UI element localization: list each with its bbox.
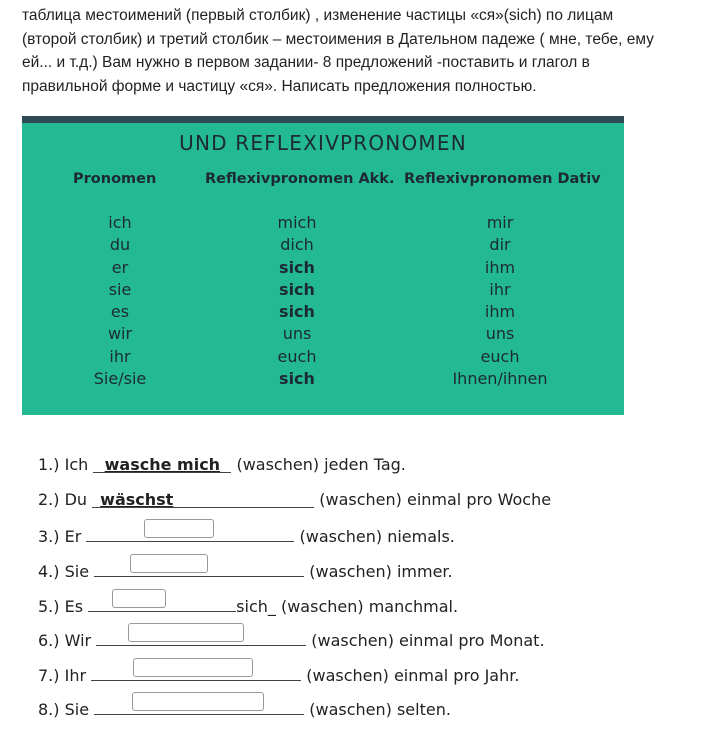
exercise-number: 4.) bbox=[38, 562, 60, 581]
column-akk bbox=[247, 212, 347, 390]
cell: sich bbox=[279, 369, 315, 389]
header-akk: Reflexivpronomen Akk. bbox=[205, 171, 395, 187]
exercise-number: 6.) bbox=[38, 631, 60, 650]
exercise-subject: Ihr bbox=[64, 666, 87, 685]
answer-blank[interactable] bbox=[93, 454, 231, 473]
answer-blank[interactable] bbox=[86, 523, 294, 542]
answer-text: wäschst bbox=[100, 490, 174, 509]
cell: sich bbox=[279, 279, 315, 299]
answer-text: wasche mich bbox=[104, 455, 221, 474]
exercise-rest: (waschen) selten. bbox=[309, 700, 451, 719]
answer-blank[interactable] bbox=[94, 558, 304, 577]
exercise-number: 1.) bbox=[38, 455, 60, 474]
exercise-number: 5.) bbox=[38, 597, 60, 616]
cell: es bbox=[110, 302, 130, 322]
exercise-subject: Er bbox=[64, 527, 82, 546]
answer-blank[interactable] bbox=[96, 627, 306, 646]
exercise-7 bbox=[38, 662, 519, 684]
cell: ihm bbox=[484, 302, 516, 322]
exercise-suffix: sich_ bbox=[236, 597, 276, 616]
cell: uns bbox=[485, 324, 515, 344]
exercise-subject: Du bbox=[64, 490, 88, 509]
answer-input-box[interactable] bbox=[128, 623, 244, 642]
cell: sie bbox=[108, 279, 132, 299]
exercise-rest: (waschen) immer. bbox=[309, 562, 453, 581]
cell: ich bbox=[108, 213, 132, 232]
header-dativ: Reflexivpronomen Dativ bbox=[404, 171, 601, 187]
intro-text bbox=[22, 4, 707, 98]
answer-blank[interactable] bbox=[92, 489, 314, 508]
answer-blank[interactable] bbox=[91, 662, 301, 681]
cell: sich bbox=[279, 257, 315, 277]
answer-input-box[interactable] bbox=[133, 658, 253, 677]
answer-blank[interactable] bbox=[94, 696, 304, 715]
cell: ihr bbox=[489, 279, 511, 299]
cell: uns bbox=[282, 324, 312, 344]
column-dativ bbox=[430, 212, 570, 390]
cell: du bbox=[109, 235, 131, 255]
exercise-rest: (waschen) manchmal. bbox=[280, 597, 459, 616]
exercise-rest: (waschen) einmal pro Monat. bbox=[311, 631, 545, 650]
cell: euch bbox=[480, 346, 520, 366]
cell: euch bbox=[277, 346, 317, 366]
intro-line: таблица местоимений (первый столбик) , изменение частицы «ся»(sich) по лицам bbox=[22, 7, 614, 24]
exercise-3 bbox=[38, 523, 455, 545]
exercise-number: 3.) bbox=[38, 527, 60, 546]
header-pronomen: Pronomen bbox=[73, 171, 157, 187]
exercise-5 bbox=[38, 593, 458, 615]
exercise-subject: Wir bbox=[64, 631, 92, 650]
exercise-number: 7.) bbox=[38, 666, 60, 685]
cell: Ihnen/ihnen bbox=[452, 369, 548, 389]
cell: dir bbox=[489, 235, 511, 255]
exercise-6 bbox=[38, 627, 545, 649]
cell: wir bbox=[107, 324, 133, 344]
table-title: UND REFLEXIVPRONOMEN bbox=[179, 131, 467, 155]
answer-blank[interactable] bbox=[88, 593, 236, 612]
intro-line: (второй столбик) и третий столбик – местоимения в Дательном падеже ( мне, тебе, ему bbox=[22, 30, 654, 48]
exercise-subject: Ich bbox=[64, 455, 89, 474]
cell: dich bbox=[280, 235, 314, 255]
answer-input-box[interactable] bbox=[112, 589, 166, 608]
exercise-subject: Sie bbox=[64, 700, 90, 719]
exercise-number: 8.) bbox=[38, 700, 60, 719]
panel-top-bar bbox=[22, 116, 624, 123]
cell: sich bbox=[279, 302, 315, 322]
answer-input-box[interactable] bbox=[132, 692, 264, 711]
cell: Sie/sie bbox=[93, 369, 147, 389]
exercise-number: 2.) bbox=[38, 490, 60, 509]
exercise-4 bbox=[38, 558, 453, 580]
exercise-8 bbox=[38, 696, 451, 718]
column-pronomen bbox=[70, 212, 170, 390]
answer-input-box[interactable] bbox=[144, 519, 214, 538]
exercise-subject: Es bbox=[64, 597, 84, 616]
exercise-1 bbox=[38, 454, 406, 476]
intro-line: ей... и т.д.) Вам нужно в первом задании- 8 предложений -поставить и глагол в bbox=[22, 54, 590, 71]
cell: mich bbox=[277, 213, 317, 232]
exercise-2 bbox=[38, 489, 551, 511]
cell: er bbox=[111, 257, 129, 277]
cell: ihr bbox=[109, 346, 131, 366]
exercise-rest: (waschen) einmal pro Woche bbox=[319, 490, 552, 509]
exercise-rest: (waschen) niemals. bbox=[299, 527, 455, 546]
cell: mir bbox=[486, 213, 514, 232]
intro-line: правильной форме и частицу «ся». Написать предложения полностью. bbox=[22, 77, 537, 95]
exercise-subject: Sie bbox=[64, 562, 90, 581]
exercise-rest: (waschen) jeden Tag. bbox=[236, 455, 406, 474]
exercise-rest: (waschen) einmal pro Jahr. bbox=[306, 666, 520, 685]
cell: ihm bbox=[484, 257, 516, 277]
answer-input-box[interactable] bbox=[130, 554, 208, 573]
